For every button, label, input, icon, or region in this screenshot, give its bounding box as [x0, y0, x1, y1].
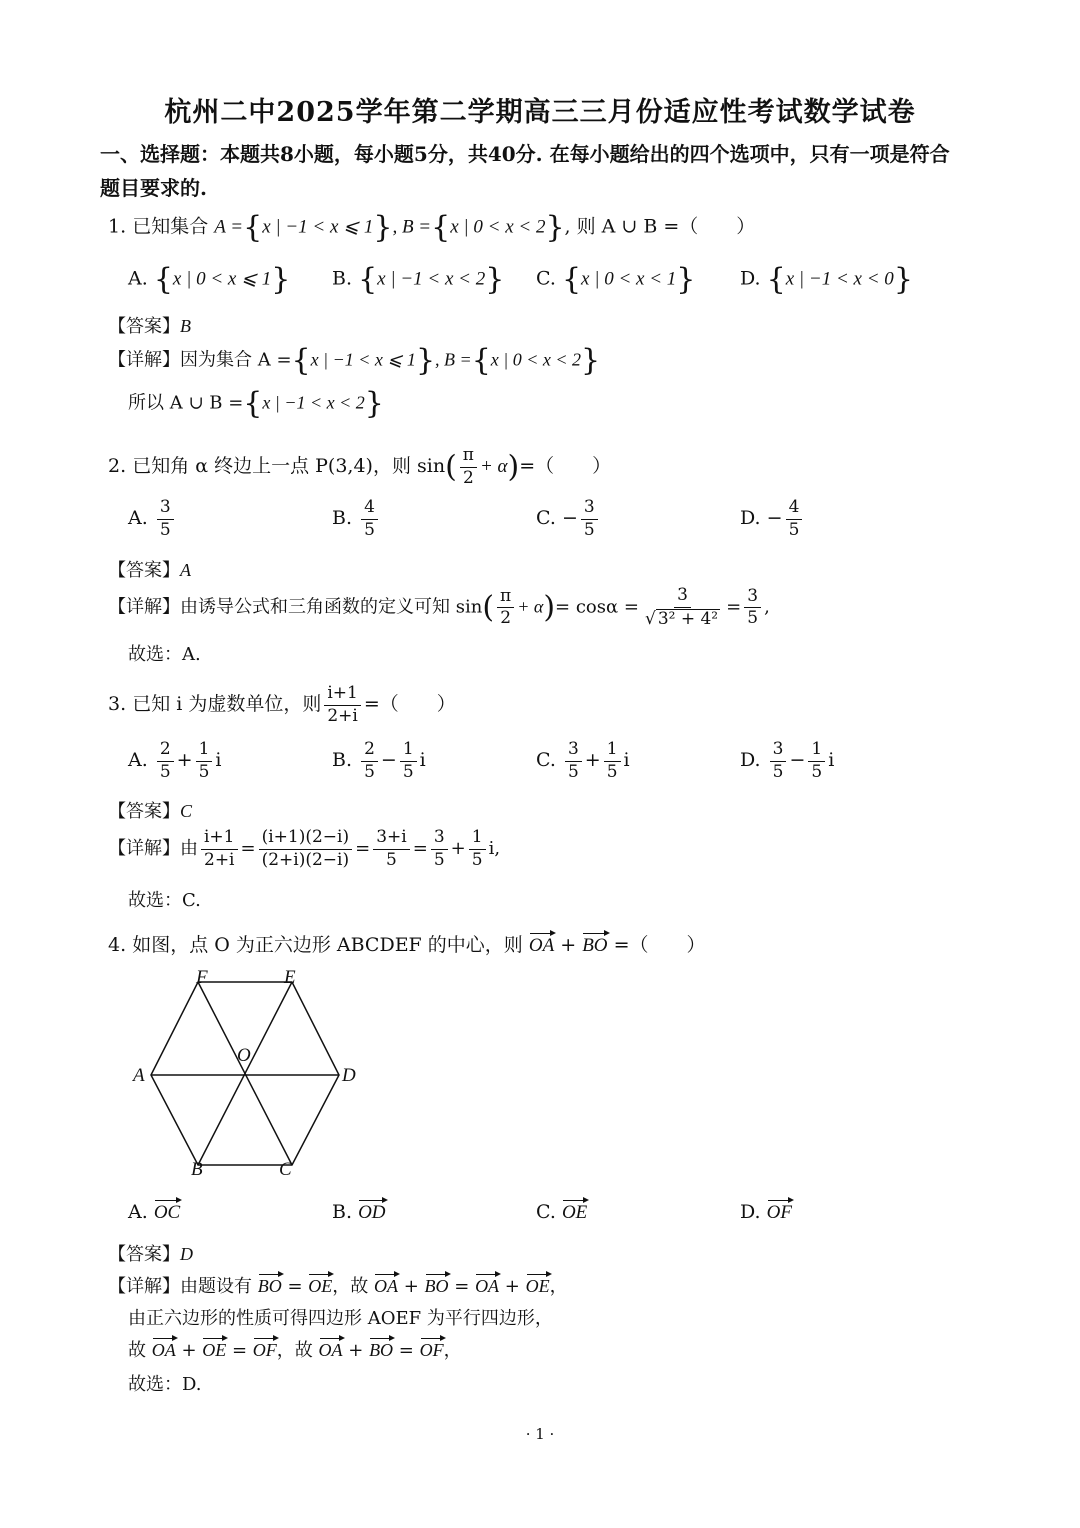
hexagon-figure	[125, 965, 365, 1185]
question-3: 3. 已知 i 为虚数单位，则 $\frac{i+1}{2+i}$ =（ ）	[108, 683, 456, 726]
q2-detail: 【详解】由诱导公式和三角函数的定义可知 sin( $\frac{\pi}{2}$ + α)= cosα = $\frac{3}{\text{√ 3² + 4²}}$ = $\frac{3}{5}$ ,	[108, 585, 770, 629]
question-4: 4. 如图，点 O 为正六边形 ABCDEF 的中心，则 OA + BO =（ ）	[108, 930, 705, 957]
q4-option-a[interactable]: A. OC	[128, 1198, 180, 1224]
q4-detail-line2: 由正六边形的性质可得四边形 AOEF 为平行四边形，	[128, 1308, 553, 1329]
label-d: D	[342, 1065, 356, 1086]
label-c: C	[279, 1159, 292, 1180]
label-b: B	[191, 1159, 203, 1180]
page-title: 杭州二中2025学年第二学期高三三月份适应性考试数学试卷	[164, 97, 916, 128]
q3-conclusion: 故选：C.	[128, 890, 201, 911]
q1-option-c[interactable]: C. {x | 0 < x < 1}	[536, 262, 696, 297]
q4-option-d[interactable]: D. OF	[740, 1198, 792, 1224]
label-f: F	[196, 967, 208, 988]
q4-option-b[interactable]: B. OD	[332, 1198, 386, 1224]
q4-detail-line3: 故 OA + OE = OF，故 OA + BO = OF，	[128, 1336, 462, 1362]
q2-option-d[interactable]: D. − $\frac{4}{5}$	[740, 498, 805, 540]
q2-answer: 【答案】A	[108, 560, 191, 581]
question-number: 1.	[108, 215, 127, 238]
q3-option-a[interactable]: A. $\frac{2}{5}$ + $\frac{1}{5}$ i	[128, 739, 222, 782]
q1-detail: 【详解】因为集合 A ={x | −1 < x ⩽ 1}, B ={x | 0 < x < 2}	[108, 343, 601, 378]
section-heading: 一、选择题：本题共8小题，每小题5分，共40分. 在每小题给出的四个选项中，只有一项是符合	[100, 142, 950, 166]
question-2: 2. 已知角 α 终边上一点 P(3,4)，则 sin( $\frac{\pi}{2}$ + α)=（ ）	[108, 445, 612, 488]
q3-option-c[interactable]: C. $\frac{3}{5}$ + $\frac{1}{5}$ i	[536, 739, 630, 782]
q1-option-d[interactable]: D. {x | −1 < x < 0}	[740, 262, 913, 297]
q2-option-c[interactable]: C. − $\frac{3}{5}$	[536, 498, 601, 540]
q4-detail: 【详解】由题设有 BO = OE，故 OA + BO = OA + OE，	[108, 1272, 568, 1298]
q1-option-b[interactable]: B. {x | −1 < x < 2}	[332, 262, 505, 297]
q1-answer: 【答案】B	[108, 316, 191, 337]
q2-option-b[interactable]: B. $\frac{4}{5}$	[332, 498, 381, 540]
q1-detail-line2: 所以 A ∪ B ={x | −1 < x < 2}	[128, 386, 384, 421]
q4-option-c[interactable]: C. OE	[536, 1198, 587, 1224]
q3-option-b[interactable]: B. $\frac{2}{5}$ − $\frac{1}{5}$ i	[332, 739, 426, 782]
q4-answer: 【答案】D	[108, 1244, 193, 1265]
q4-conclusion: 故选：D.	[128, 1374, 202, 1395]
q3-detail: 【详解】由 $\frac{i+1}{2+i}$ = $\frac{(i+1)(2-i)}{(2+i)(2-i)}$ = $\frac{3+i}{5}$ = $\frac{3}{5}$ + $\frac{1}{5}$ i,	[108, 827, 501, 870]
q3-answer: 【答案】C	[108, 801, 193, 822]
q2-conclusion: 故选：A.	[128, 644, 201, 665]
question-stem: 已知集合	[132, 215, 209, 238]
question-1: 1. 已知集合 A ={x | −1 < x ⩽ 1}, B ={x | 0 < x < 2}, 则 A ∪ B =（ ）	[108, 210, 756, 245]
section-heading-cont: 题目要求的.	[100, 176, 207, 200]
page-number: · 1 ·	[525, 1425, 555, 1443]
q1-option-a[interactable]: A. {x | 0 < x ⩽ 1}	[128, 262, 291, 297]
q2-option-a[interactable]: A. $\frac{3}{5}$	[128, 498, 177, 540]
q3-option-d[interactable]: D. $\frac{3}{5}$ − $\frac{1}{5}$ i	[740, 739, 835, 782]
label-o: O	[237, 1045, 251, 1066]
label-e: E	[284, 967, 296, 988]
label-a: A	[133, 1065, 145, 1086]
